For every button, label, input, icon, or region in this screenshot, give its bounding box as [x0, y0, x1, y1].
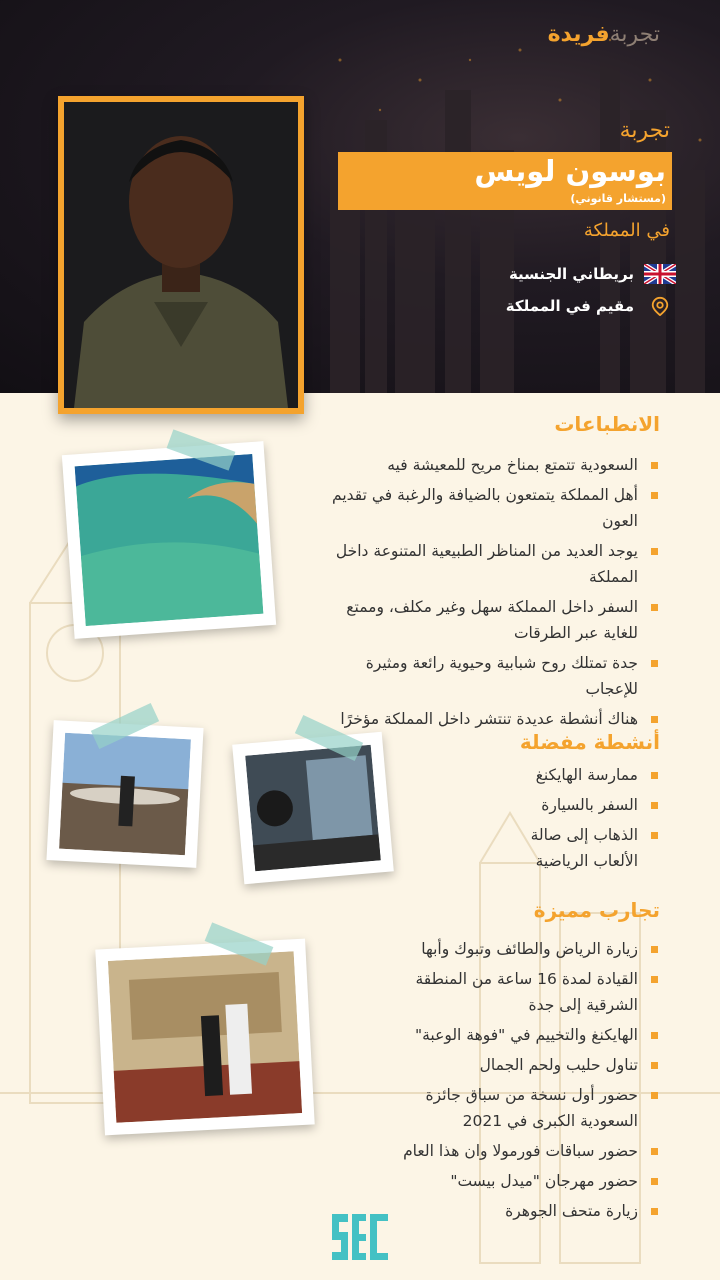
list-item: يوجد العديد من المناظر الطبيعية المتنوعة داخل المملكة [310, 538, 660, 590]
coast-photo [75, 454, 264, 626]
gym-photo [245, 745, 381, 872]
list-item: جدة تمتلك روح شبابية وحيوية رائعة ومثيرة للإعجاب [310, 650, 660, 702]
impressions-title: الانطباعات [554, 412, 660, 436]
experiences-title: تجارب مميزة [533, 898, 660, 922]
residence-text: مقيم في المملكة [505, 297, 634, 315]
list-item: حضور سباقات فورمولا وان هذا العام [370, 1138, 660, 1164]
list-item: ممارسة الهايكنغ [510, 762, 660, 788]
list-item: زيارة الرياض والطائف وتبوك وأبها [370, 936, 660, 962]
nationality-row [509, 264, 676, 284]
brand-logo [548, 22, 660, 47]
hiking-photo [59, 733, 191, 855]
location-phrase: في المملكة [583, 220, 670, 241]
location-pin-icon [644, 296, 676, 316]
experience-label: تجربة [619, 118, 670, 143]
photo-gym [232, 732, 394, 885]
list-item: السعودية تتمتع بمناخ مريح للمعيشة فيه [310, 452, 660, 478]
list-item: حضور أول نسخة من سباق جائزة السعودية الكبرى في 2021 [370, 1082, 660, 1134]
list-item: القيادة لمدة 16 ساعة من المنطقة الشرقية إلى جدة [370, 966, 660, 1018]
list-item: هناك أنشطة عديدة تنتشر داخل المملكة مؤخرًا [310, 706, 660, 732]
activities-list [510, 762, 660, 878]
nationality-text: بريطاني الجنسية [508, 265, 634, 283]
list-item: تناول حليب ولحم الجمال [370, 1052, 660, 1078]
list-item: السفر داخل المملكة سهل وغير مكلف، وممتع للغاية عبر الطرقات [310, 594, 660, 646]
list-item: الهايكنغ والتخييم في "فوهة الوعبة" [370, 1022, 660, 1048]
portrait-photo [64, 102, 298, 408]
experiences-list [370, 936, 660, 1228]
list-item: الذهاب إلى صالة الألعاب الرياضية [510, 822, 660, 874]
brand-main: فريدة [547, 22, 610, 47]
photo-hiking [46, 720, 203, 868]
residence-row [506, 296, 676, 316]
uk-flag-icon [644, 264, 676, 284]
sbc-logo-icon [330, 1210, 390, 1264]
list-item: زيارة متحف الجوهرة [370, 1198, 660, 1224]
impressions-list [310, 452, 660, 736]
name-band [338, 152, 672, 210]
person-role: (مستشار قانوني) [570, 192, 666, 205]
photo-coast [62, 441, 276, 639]
list-item: حضور مهرجان "ميدل بيست" [370, 1168, 660, 1194]
brand-prefix: تجربة [609, 22, 660, 47]
list-item: السفر بالسيارة [510, 792, 660, 818]
list-item: أهل المملكة يتمتعون بالضيافة والرغبة في تقديم العون [310, 482, 660, 534]
portrait-frame [58, 96, 304, 414]
person-name: بوسون لويس [474, 154, 666, 188]
activities-title: أنشطة مفضلة [519, 730, 660, 754]
photo-museum [95, 939, 314, 1136]
museum-photo [108, 951, 302, 1123]
